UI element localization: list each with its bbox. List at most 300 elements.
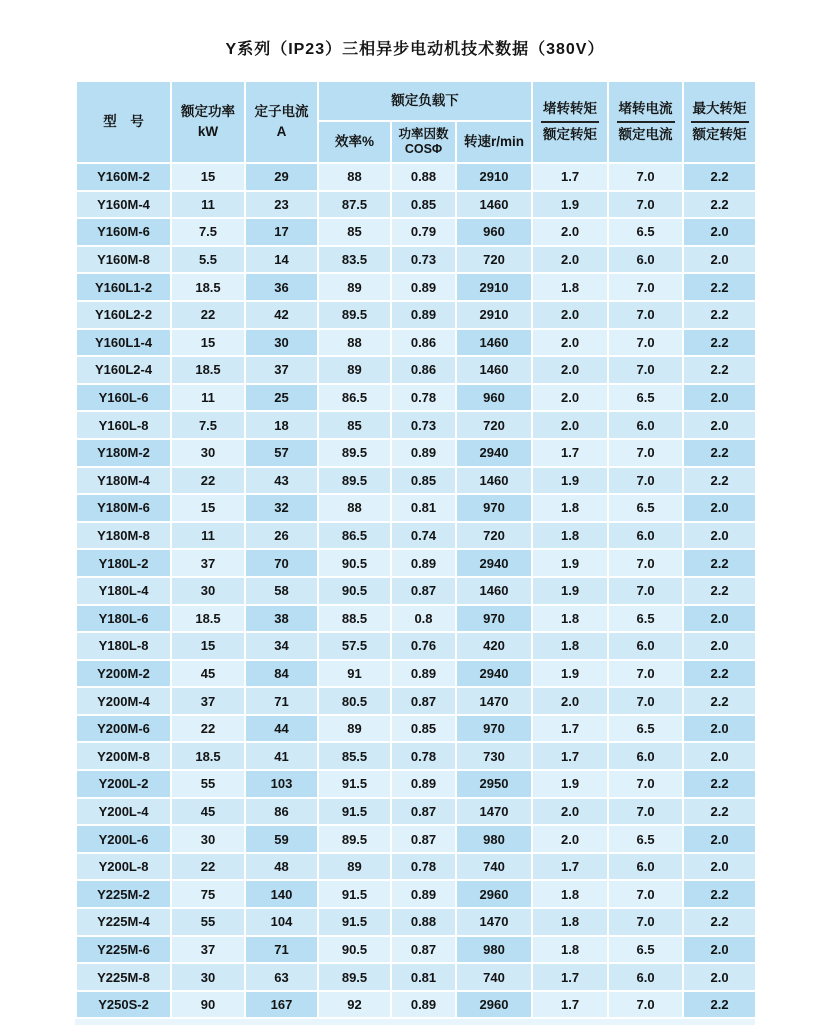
value-cell: 7.0: [608, 356, 683, 384]
value-cell: 15: [171, 163, 245, 191]
value-cell: 85: [318, 411, 391, 439]
header-efficiency-label: 效率%: [334, 133, 374, 149]
value-cell: 0.89: [391, 880, 456, 908]
value-cell: 7.0: [608, 467, 683, 495]
header-speed-label: 转速r/min: [464, 133, 525, 149]
value-cell: 90.5: [318, 936, 391, 964]
header-locked-current-ratio: [608, 81, 683, 163]
table-row: [76, 908, 756, 936]
table-row: [76, 742, 756, 770]
value-cell: 7.5: [171, 218, 245, 246]
value-cell: 86.5: [318, 522, 391, 550]
value-cell: 2.2: [683, 356, 756, 384]
value-cell: 7.0: [608, 273, 683, 301]
value-cell: 2.2: [683, 191, 756, 219]
value-cell: 45: [171, 660, 245, 688]
value-cell: 0.89: [391, 660, 456, 688]
value-cell: 2.2: [683, 798, 756, 826]
value-cell: 1.7: [532, 742, 608, 770]
table-row: [76, 218, 756, 246]
header-rated-load-label: 额定负载下: [391, 92, 459, 108]
model-cell: Y180L-8: [76, 632, 171, 660]
value-cell: 91.5: [318, 880, 391, 908]
model-cell: Y160L-6: [76, 384, 171, 412]
value-cell: 1460: [456, 467, 532, 495]
value-cell: 720: [456, 411, 532, 439]
value-cell: 37: [171, 687, 245, 715]
value-cell: 2910: [456, 163, 532, 191]
table-row: [76, 770, 756, 798]
value-cell: 25: [245, 384, 318, 412]
value-cell: 71: [245, 936, 318, 964]
value-cell: 2.0: [683, 384, 756, 412]
motor-data-table: [75, 80, 757, 1019]
table-row: [76, 632, 756, 660]
value-cell: 970: [456, 494, 532, 522]
header-efficiency: [318, 121, 391, 163]
value-cell: 22: [171, 467, 245, 495]
model-cell: Y160L-8: [76, 411, 171, 439]
table-header: [76, 81, 756, 163]
table-row: [76, 411, 756, 439]
model-cell: Y225M-2: [76, 880, 171, 908]
value-cell: 2.0: [683, 963, 756, 991]
header-rated-power-label: 额定功率: [181, 104, 235, 119]
table-row: [76, 301, 756, 329]
value-cell: 7.0: [608, 660, 683, 688]
value-cell: 30: [171, 825, 245, 853]
value-cell: 1.8: [532, 632, 608, 660]
value-cell: 0.87: [391, 687, 456, 715]
value-cell: 0.89: [391, 301, 456, 329]
model-cell: Y160L2-4: [76, 356, 171, 384]
table-row: [76, 494, 756, 522]
value-cell: 103: [245, 770, 318, 798]
value-cell: 7.0: [608, 301, 683, 329]
value-cell: 15: [171, 329, 245, 357]
table-row: [76, 439, 756, 467]
value-cell: 0.87: [391, 936, 456, 964]
value-cell: 2960: [456, 991, 532, 1019]
value-cell: 2.2: [683, 301, 756, 329]
value-cell: 88: [318, 329, 391, 357]
table-row: [76, 936, 756, 964]
value-cell: 34: [245, 632, 318, 660]
value-cell: 2.2: [683, 991, 756, 1019]
value-cell: 2.0: [532, 687, 608, 715]
value-cell: 730: [456, 742, 532, 770]
value-cell: 22: [171, 715, 245, 743]
value-cell: 0.88: [391, 908, 456, 936]
value-cell: 44: [245, 715, 318, 743]
value-cell: 2950: [456, 770, 532, 798]
value-cell: 42: [245, 301, 318, 329]
value-cell: 0.89: [391, 991, 456, 1019]
value-cell: 6.0: [608, 853, 683, 881]
value-cell: 7.5: [171, 411, 245, 439]
value-cell: 0.85: [391, 191, 456, 219]
value-cell: 89: [318, 853, 391, 881]
value-cell: 43: [245, 467, 318, 495]
value-cell: 89: [318, 715, 391, 743]
value-cell: 59: [245, 825, 318, 853]
model-cell: Y200M-6: [76, 715, 171, 743]
model-cell: Y200L-6: [76, 825, 171, 853]
value-cell: 960: [456, 384, 532, 412]
value-cell: 80.5: [318, 687, 391, 715]
table-row: [76, 853, 756, 881]
model-cell: Y200M-2: [76, 660, 171, 688]
value-cell: 1.9: [532, 191, 608, 219]
model-cell: Y250S-2: [76, 991, 171, 1019]
value-cell: 0.81: [391, 963, 456, 991]
value-cell: 18.5: [171, 356, 245, 384]
table-row: [76, 273, 756, 301]
value-cell: 0.73: [391, 246, 456, 274]
value-cell: 2.2: [683, 467, 756, 495]
header-stator-current-label: 定子电流: [254, 104, 309, 119]
model-cell: Y160L2-2: [76, 301, 171, 329]
value-cell: 1.7: [532, 163, 608, 191]
value-cell: 7.0: [608, 798, 683, 826]
model-cell: Y160L1-4: [76, 329, 171, 357]
value-cell: 2.0: [683, 411, 756, 439]
value-cell: 18.5: [171, 742, 245, 770]
value-cell: 89: [318, 356, 391, 384]
value-cell: 2.0: [683, 715, 756, 743]
header-stator-current-unit: A: [276, 124, 287, 139]
value-cell: 980: [456, 825, 532, 853]
value-cell: 1.9: [532, 660, 608, 688]
value-cell: 11: [171, 384, 245, 412]
table-row: [76, 246, 756, 274]
value-cell: 1.7: [532, 853, 608, 881]
value-cell: 2.0: [532, 218, 608, 246]
value-cell: 30: [171, 439, 245, 467]
value-cell: 1470: [456, 798, 532, 826]
model-cell: Y180M-4: [76, 467, 171, 495]
model-cell: Y225M-8: [76, 963, 171, 991]
value-cell: 1470: [456, 908, 532, 936]
value-cell: 2.2: [683, 439, 756, 467]
header-rated-power: [171, 81, 245, 163]
value-cell: 2.2: [683, 908, 756, 936]
value-cell: 57: [245, 439, 318, 467]
value-cell: 5.5: [171, 246, 245, 274]
value-cell: 2.0: [532, 246, 608, 274]
value-cell: 2.0: [683, 853, 756, 881]
value-cell: 7.0: [608, 687, 683, 715]
value-cell: 2.2: [683, 687, 756, 715]
value-cell: 86.5: [318, 384, 391, 412]
header-power-factor-symbol: COSΦ: [404, 142, 443, 156]
model-cell: Y200M-8: [76, 742, 171, 770]
value-cell: 88.5: [318, 605, 391, 633]
value-cell: 970: [456, 605, 532, 633]
value-cell: 17: [245, 218, 318, 246]
fraction-numerator: 堵转转矩: [541, 101, 599, 123]
value-cell: 140: [245, 880, 318, 908]
value-cell: 88: [318, 494, 391, 522]
value-cell: 85: [318, 218, 391, 246]
value-cell: 720: [456, 522, 532, 550]
value-cell: 91.5: [318, 770, 391, 798]
value-cell: 2.2: [683, 577, 756, 605]
model-cell: Y160M-8: [76, 246, 171, 274]
value-cell: 6.5: [608, 715, 683, 743]
value-cell: 91.5: [318, 798, 391, 826]
model-cell: Y200L-8: [76, 853, 171, 881]
value-cell: 0.8: [391, 605, 456, 633]
value-cell: 0.76: [391, 632, 456, 660]
value-cell: 0.88: [391, 163, 456, 191]
header-power-factor: [391, 121, 456, 163]
value-cell: 30: [245, 329, 318, 357]
value-cell: 2.0: [683, 522, 756, 550]
value-cell: 2.0: [532, 798, 608, 826]
value-cell: 740: [456, 963, 532, 991]
value-cell: 104: [245, 908, 318, 936]
value-cell: 980: [456, 936, 532, 964]
value-cell: 2.0: [683, 825, 756, 853]
value-cell: 1.8: [532, 908, 608, 936]
value-cell: 2.0: [683, 605, 756, 633]
value-cell: 420: [456, 632, 532, 660]
value-cell: 6.5: [608, 605, 683, 633]
value-cell: 7.0: [608, 770, 683, 798]
value-cell: 720: [456, 246, 532, 274]
value-cell: 0.87: [391, 798, 456, 826]
value-cell: 6.5: [608, 218, 683, 246]
model-cell: Y200L-4: [76, 798, 171, 826]
table-row: [76, 798, 756, 826]
value-cell: 0.85: [391, 467, 456, 495]
value-cell: 6.0: [608, 742, 683, 770]
value-cell: 2.0: [683, 742, 756, 770]
header-model: [76, 81, 171, 163]
model-cell: Y180L-2: [76, 549, 171, 577]
value-cell: 11: [171, 191, 245, 219]
table-row: [76, 549, 756, 577]
value-cell: 58: [245, 577, 318, 605]
value-cell: 2940: [456, 439, 532, 467]
table-row: [76, 191, 756, 219]
value-cell: 2.2: [683, 273, 756, 301]
value-cell: 22: [171, 301, 245, 329]
value-cell: 89.5: [318, 439, 391, 467]
table-row: [76, 991, 756, 1019]
fraction-numerator: 堵转电流: [617, 101, 675, 123]
value-cell: 2.0: [683, 936, 756, 964]
value-cell: 89.5: [318, 467, 391, 495]
model-cell: Y160M-6: [76, 218, 171, 246]
value-cell: 0.78: [391, 853, 456, 881]
value-cell: 29: [245, 163, 318, 191]
value-cell: 2.2: [683, 163, 756, 191]
value-cell: 11: [171, 522, 245, 550]
value-cell: 1.9: [532, 467, 608, 495]
value-cell: 83.5: [318, 246, 391, 274]
value-cell: 0.89: [391, 770, 456, 798]
value-cell: 6.5: [608, 825, 683, 853]
value-cell: 0.86: [391, 356, 456, 384]
value-cell: 7.0: [608, 549, 683, 577]
model-cell: Y180L-6: [76, 605, 171, 633]
table-row: [76, 825, 756, 853]
model-cell: Y180L-4: [76, 577, 171, 605]
fraction-denominator: 额定电流: [618, 127, 673, 142]
value-cell: 2.2: [683, 770, 756, 798]
value-cell: 45: [171, 798, 245, 826]
header-stator-current: [245, 81, 318, 163]
table-footer-strip: [75, 1019, 755, 1025]
value-cell: 18: [245, 411, 318, 439]
table-row: [76, 963, 756, 991]
value-cell: 1460: [456, 577, 532, 605]
value-cell: 2.0: [683, 218, 756, 246]
table-row: [76, 605, 756, 633]
value-cell: 89.5: [318, 301, 391, 329]
value-cell: 6.0: [608, 632, 683, 660]
motor-data-table-wrap: [75, 80, 755, 1019]
table-row: [76, 715, 756, 743]
value-cell: 0.81: [391, 494, 456, 522]
value-cell: 37: [171, 549, 245, 577]
value-cell: 2.0: [532, 411, 608, 439]
value-cell: 90.5: [318, 549, 391, 577]
value-cell: 6.0: [608, 522, 683, 550]
value-cell: 26: [245, 522, 318, 550]
value-cell: 2.2: [683, 660, 756, 688]
table-row: [76, 163, 756, 191]
value-cell: 55: [171, 770, 245, 798]
header-model-label: 型 号: [103, 113, 144, 129]
value-cell: 1.8: [532, 936, 608, 964]
value-cell: 7.0: [608, 163, 683, 191]
value-cell: 1.8: [532, 273, 608, 301]
value-cell: 48: [245, 853, 318, 881]
value-cell: 91: [318, 660, 391, 688]
value-cell: 1.7: [532, 991, 608, 1019]
value-cell: 1460: [456, 191, 532, 219]
value-cell: 1.7: [532, 963, 608, 991]
table-row: [76, 577, 756, 605]
table-row: [76, 467, 756, 495]
value-cell: 1470: [456, 687, 532, 715]
value-cell: 7.0: [608, 191, 683, 219]
value-cell: 0.74: [391, 522, 456, 550]
value-cell: 1.9: [532, 577, 608, 605]
value-cell: 2940: [456, 660, 532, 688]
model-cell: Y225M-4: [76, 908, 171, 936]
value-cell: 1.8: [532, 880, 608, 908]
value-cell: 87.5: [318, 191, 391, 219]
value-cell: 23: [245, 191, 318, 219]
value-cell: 15: [171, 494, 245, 522]
value-cell: 90.5: [318, 577, 391, 605]
value-cell: 0.89: [391, 439, 456, 467]
header-rated-power-unit: kW: [197, 124, 219, 139]
value-cell: 90: [171, 991, 245, 1019]
value-cell: 1.7: [532, 439, 608, 467]
value-cell: 0.78: [391, 384, 456, 412]
value-cell: 57.5: [318, 632, 391, 660]
header-speed: [456, 121, 532, 163]
value-cell: 22: [171, 853, 245, 881]
model-cell: Y180M-8: [76, 522, 171, 550]
value-cell: 32: [245, 494, 318, 522]
value-cell: 41: [245, 742, 318, 770]
header-locked-torque-ratio: [532, 81, 608, 163]
value-cell: 30: [171, 577, 245, 605]
value-cell: 1.8: [532, 605, 608, 633]
value-cell: 88: [318, 163, 391, 191]
fraction-denominator: 额定转矩: [692, 127, 747, 142]
table-row: [76, 329, 756, 357]
value-cell: 970: [456, 715, 532, 743]
value-cell: 89.5: [318, 825, 391, 853]
value-cell: 36: [245, 273, 318, 301]
header-power-factor-label: 功率因数: [398, 127, 449, 141]
value-cell: 89: [318, 273, 391, 301]
value-cell: 2940: [456, 549, 532, 577]
model-cell: Y160L1-2: [76, 273, 171, 301]
table-body: [76, 163, 756, 1018]
value-cell: 85.5: [318, 742, 391, 770]
value-cell: 2.0: [683, 632, 756, 660]
value-cell: 6.0: [608, 246, 683, 274]
value-cell: 18.5: [171, 273, 245, 301]
value-cell: 2.0: [683, 246, 756, 274]
table-row: [76, 356, 756, 384]
value-cell: 75: [171, 880, 245, 908]
model-cell: Y200L-2: [76, 770, 171, 798]
value-cell: 2.2: [683, 880, 756, 908]
value-cell: 0.78: [391, 742, 456, 770]
value-cell: 740: [456, 853, 532, 881]
table-row: [76, 660, 756, 688]
value-cell: 0.79: [391, 218, 456, 246]
value-cell: 7.0: [608, 577, 683, 605]
value-cell: 6.5: [608, 384, 683, 412]
table-row: [76, 384, 756, 412]
model-cell: Y180M-2: [76, 439, 171, 467]
model-cell: Y200M-4: [76, 687, 171, 715]
value-cell: 2.2: [683, 549, 756, 577]
value-cell: 1.9: [532, 770, 608, 798]
value-cell: 7.0: [608, 880, 683, 908]
value-cell: 18.5: [171, 605, 245, 633]
value-cell: 7.0: [608, 329, 683, 357]
value-cell: 15: [171, 632, 245, 660]
value-cell: 7.0: [608, 908, 683, 936]
value-cell: 2910: [456, 273, 532, 301]
header-max-torque-ratio: [683, 81, 756, 163]
value-cell: 0.87: [391, 577, 456, 605]
value-cell: 84: [245, 660, 318, 688]
value-cell: 14: [245, 246, 318, 274]
value-cell: 1.9: [532, 549, 608, 577]
value-cell: 1.7: [532, 715, 608, 743]
model-cell: Y160M-2: [76, 163, 171, 191]
value-cell: 0.73: [391, 411, 456, 439]
value-cell: 0.89: [391, 549, 456, 577]
value-cell: 63: [245, 963, 318, 991]
value-cell: 2.0: [532, 825, 608, 853]
value-cell: 167: [245, 991, 318, 1019]
value-cell: 1.8: [532, 494, 608, 522]
value-cell: 38: [245, 605, 318, 633]
